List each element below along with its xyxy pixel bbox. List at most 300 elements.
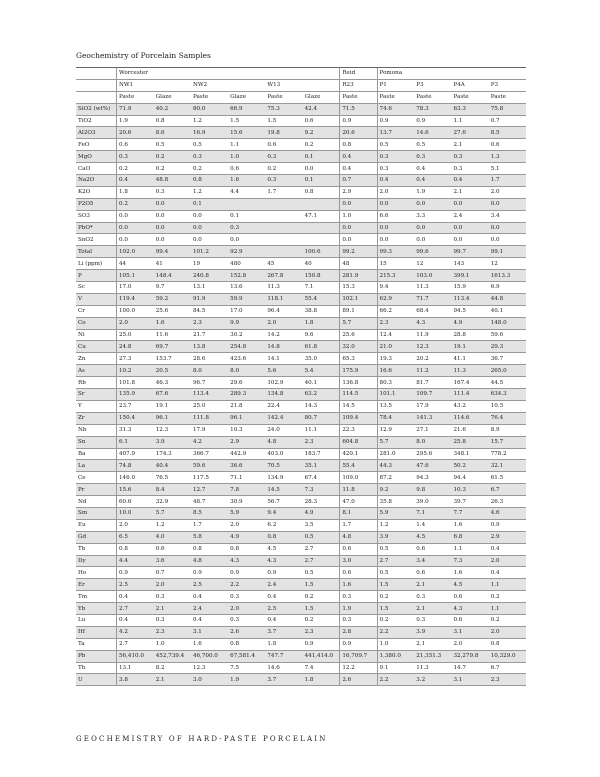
- value-cell: 7.1: [303, 282, 340, 294]
- value-cell: 7.5: [228, 662, 265, 674]
- value-cell: 10.3: [228, 424, 265, 436]
- value-cell: 5.8: [191, 531, 228, 543]
- value-cell: 67,581.4: [228, 650, 265, 662]
- value-cell: 0.1: [228, 210, 265, 222]
- element-label: Tb: [76, 543, 117, 555]
- element-label: Sn: [76, 436, 117, 448]
- table-row: [76, 460, 526, 472]
- value-cell: 3.8: [117, 674, 154, 686]
- sample-header: P3: [414, 79, 451, 91]
- value-cell: 2.0: [117, 317, 154, 329]
- value-cell: 0.8: [228, 638, 265, 650]
- value-cell: 7.3: [451, 555, 488, 567]
- value-cell: 21.0: [377, 341, 414, 353]
- value-cell: 2.9: [489, 531, 526, 543]
- value-cell: 4.9: [451, 317, 488, 329]
- value-cell: 4.4: [117, 555, 154, 567]
- value-cell: 25.6: [154, 305, 191, 317]
- value-cell: 13.6: [228, 282, 265, 294]
- value-cell: 0.3: [414, 614, 451, 626]
- value-cell: 80.3: [377, 377, 414, 389]
- element-label: Er: [76, 579, 117, 591]
- value-cell: 0.2: [377, 591, 414, 603]
- value-cell: 135.9: [117, 389, 154, 401]
- value-cell: 30.2: [228, 329, 265, 341]
- table-row: [76, 555, 526, 567]
- group-header-row: [76, 68, 526, 80]
- value-cell: 94.5: [451, 305, 488, 317]
- value-cell: 14.6: [414, 127, 451, 139]
- value-cell: 1.8: [265, 638, 302, 650]
- element-label: K2O: [76, 186, 117, 198]
- value-cell: 0.0: [117, 234, 154, 246]
- value-cell: 1.0: [340, 210, 377, 222]
- table-row: [76, 389, 526, 401]
- value-cell: 0.8: [228, 543, 265, 555]
- value-cell: 10.2: [117, 365, 154, 377]
- element-label: Na2O: [76, 175, 117, 187]
- value-cell: 148.4: [154, 270, 191, 282]
- sample-header-row: [76, 79, 526, 91]
- value-cell: 114.5: [340, 389, 377, 401]
- table-row: [76, 519, 526, 531]
- value-cell: 14.6: [265, 662, 302, 674]
- value-cell: 3.4: [414, 555, 451, 567]
- value-cell: 0.3: [154, 591, 191, 603]
- value-cell: 150.4: [117, 412, 154, 424]
- value-cell: 16.9: [191, 127, 228, 139]
- value-cell: 102.9: [265, 377, 302, 389]
- value-cell: 1.6: [451, 567, 488, 579]
- value-cell: 5.9: [377, 507, 414, 519]
- value-cell: 75.3: [265, 103, 302, 115]
- geochemistry-table: [76, 67, 526, 686]
- value-cell: 96.1: [154, 412, 191, 424]
- value-cell: 2.7: [303, 555, 340, 567]
- table-row: [76, 222, 526, 234]
- value-cell: 78.4: [377, 412, 414, 424]
- value-cell: 134.8: [265, 389, 302, 401]
- value-cell: 14.2: [265, 329, 302, 341]
- value-cell: 1.9: [414, 186, 451, 198]
- value-cell: 8.1: [340, 507, 377, 519]
- element-label: Cr: [76, 305, 117, 317]
- value-cell: 102.0: [117, 246, 154, 258]
- value-cell: 0.3: [414, 591, 451, 603]
- value-cell: 1.5: [377, 579, 414, 591]
- table-body: [76, 68, 526, 686]
- value-cell: 46,700.0: [191, 650, 228, 662]
- element-label: As: [76, 365, 117, 377]
- value-cell: 254.8: [228, 341, 265, 353]
- value-cell: 2.3: [489, 674, 526, 686]
- value-cell: 0.3: [117, 151, 154, 163]
- value-cell: 15.7: [489, 436, 526, 448]
- part-header: Paste: [414, 91, 451, 103]
- value-cell: 8.0: [414, 436, 451, 448]
- table-row: [76, 674, 526, 686]
- value-cell: 348.1: [451, 448, 488, 460]
- value-cell: 74.8: [117, 460, 154, 472]
- value-cell: 11.3: [451, 365, 488, 377]
- value-cell: 11.8: [340, 484, 377, 496]
- value-cell: 0.9: [228, 567, 265, 579]
- value-cell: 17.9: [414, 400, 451, 412]
- element-label: Th: [76, 662, 117, 674]
- value-cell: 14.5: [265, 484, 302, 496]
- value-cell: 0.7: [340, 175, 377, 187]
- value-cell: 1.7: [489, 175, 526, 187]
- value-cell: 12.4: [377, 329, 414, 341]
- element-label: Eu: [76, 519, 117, 531]
- value-cell: 15.9: [451, 282, 488, 294]
- value-cell: [265, 222, 302, 234]
- value-cell: 27.3: [117, 353, 154, 365]
- value-cell: 0.0: [117, 222, 154, 234]
- table-row: [76, 591, 526, 603]
- table-row: [76, 258, 526, 270]
- value-cell: 0.3: [228, 591, 265, 603]
- value-cell: 25.6: [340, 329, 377, 341]
- value-cell: 1.2: [154, 519, 191, 531]
- value-cell: 6.2: [265, 519, 302, 531]
- value-cell: 25.0: [191, 400, 228, 412]
- value-cell: 8.6: [154, 127, 191, 139]
- value-cell: 2.1: [154, 674, 191, 686]
- element-label: P: [76, 270, 117, 282]
- value-cell: 0.0: [377, 222, 414, 234]
- value-cell: 0.4: [117, 591, 154, 603]
- value-cell: 0.2: [303, 139, 340, 151]
- value-cell: 1.7: [340, 519, 377, 531]
- value-cell: 1.1: [489, 579, 526, 591]
- value-cell: 0.0: [154, 234, 191, 246]
- element-label: Ba: [76, 448, 117, 460]
- value-cell: 71.1: [228, 472, 265, 484]
- value-cell: 2.3: [191, 317, 228, 329]
- value-cell: 1.2: [377, 519, 414, 531]
- element-label: Y: [76, 400, 117, 412]
- sample-header: P1: [377, 79, 414, 91]
- value-cell: 3.1: [451, 674, 488, 686]
- table-row: [76, 472, 526, 484]
- value-cell: 12.7: [191, 484, 228, 496]
- element-label: Zr: [76, 412, 117, 424]
- value-cell: 1.6: [340, 579, 377, 591]
- table-row: [76, 234, 526, 246]
- value-cell: 40.4: [154, 460, 191, 472]
- value-cell: 24.8: [117, 341, 154, 353]
- value-cell: 0.0: [191, 234, 228, 246]
- value-cell: 0.3: [154, 186, 191, 198]
- value-cell: 69.7: [154, 341, 191, 353]
- value-cell: 67.6: [154, 389, 191, 401]
- element-label: Gd: [76, 531, 117, 543]
- value-cell: 0.6: [489, 139, 526, 151]
- value-cell: 0.2: [489, 614, 526, 626]
- value-cell: 16,709.7: [340, 650, 377, 662]
- value-cell: 0.4: [489, 567, 526, 579]
- value-cell: 68.4: [414, 305, 451, 317]
- table-row: [76, 424, 526, 436]
- value-cell: 62.9: [377, 293, 414, 305]
- value-cell: 1.6: [154, 317, 191, 329]
- value-cell: 0.5: [377, 139, 414, 151]
- value-cell: 26.3: [489, 496, 526, 508]
- value-cell: 2.3: [377, 317, 414, 329]
- value-cell: [265, 198, 302, 210]
- value-cell: 0.9: [117, 567, 154, 579]
- value-cell: 0.0: [154, 198, 191, 210]
- value-cell: 9.7: [154, 282, 191, 294]
- value-cell: 0.6: [228, 163, 265, 175]
- value-cell: 11.1: [303, 424, 340, 436]
- value-cell: 6.8: [451, 531, 488, 543]
- sample-header: P4A: [451, 79, 488, 91]
- value-cell: 152.8: [228, 270, 265, 282]
- value-cell: 265.0: [489, 365, 526, 377]
- value-cell: 0.1: [191, 198, 228, 210]
- value-cell: 0.9: [489, 519, 526, 531]
- value-cell: 67.4: [303, 472, 340, 484]
- value-cell: 10.3: [451, 484, 488, 496]
- value-cell: 0.4: [117, 614, 154, 626]
- value-cell: 1.0: [154, 638, 191, 650]
- value-cell: 0.4: [377, 175, 414, 187]
- value-cell: 35.0: [303, 353, 340, 365]
- sample-header: W13: [265, 79, 339, 91]
- value-cell: 11.3: [265, 282, 302, 294]
- value-cell: 99.1: [489, 246, 526, 258]
- value-cell: 0.9: [303, 638, 340, 650]
- value-cell: 59.6: [191, 460, 228, 472]
- value-cell: 442.9: [228, 448, 265, 460]
- value-cell: 14.1: [265, 353, 302, 365]
- value-cell: 47.6: [414, 460, 451, 472]
- value-cell: 2.3: [154, 626, 191, 638]
- value-cell: 41: [154, 258, 191, 270]
- value-cell: 2.9: [228, 436, 265, 448]
- value-cell: 1.8: [303, 674, 340, 686]
- value-cell: 8.2: [154, 662, 191, 674]
- value-cell: 215.3: [377, 270, 414, 282]
- value-cell: 1.0: [377, 638, 414, 650]
- value-cell: 3.9: [377, 531, 414, 543]
- value-cell: 0.1: [303, 175, 340, 187]
- value-cell: 634.3: [489, 389, 526, 401]
- table-row: [76, 579, 526, 591]
- value-cell: 80.7: [303, 412, 340, 424]
- value-cell: 14.5: [340, 400, 377, 412]
- value-cell: 4.3: [414, 317, 451, 329]
- value-cell: 5.1: [489, 163, 526, 175]
- value-cell: 63.3: [451, 103, 488, 115]
- value-cell: 42.4: [303, 103, 340, 115]
- value-cell: 778.2: [489, 448, 526, 460]
- value-cell: 0.0: [191, 210, 228, 222]
- value-cell: 11.6: [154, 329, 191, 341]
- value-cell: 4.2: [117, 626, 154, 638]
- value-cell: 56.7: [265, 496, 302, 508]
- value-cell: 9.2: [377, 484, 414, 496]
- value-cell: 0.9: [191, 567, 228, 579]
- value-cell: 59.9: [228, 293, 265, 305]
- value-cell: 0.0: [340, 234, 377, 246]
- value-cell: 47.1: [303, 210, 340, 222]
- value-cell: 2.2: [377, 626, 414, 638]
- table-row: [76, 317, 526, 329]
- value-cell: 9.4: [377, 282, 414, 294]
- value-cell: 1.4: [414, 519, 451, 531]
- element-label: Cu: [76, 341, 117, 353]
- value-cell: 0.2: [265, 163, 302, 175]
- value-cell: 141.3: [414, 412, 451, 424]
- value-cell: 2.1: [414, 579, 451, 591]
- value-cell: 74.6: [377, 103, 414, 115]
- value-cell: 0.4: [191, 591, 228, 603]
- value-cell: 41.1: [451, 353, 488, 365]
- value-cell: 1.5: [265, 115, 302, 127]
- value-cell: 0.4: [340, 151, 377, 163]
- value-cell: [303, 222, 340, 234]
- value-cell: 100.6: [303, 246, 340, 258]
- value-cell: 4.9: [303, 507, 340, 519]
- value-cell: 24.0: [265, 424, 302, 436]
- value-cell: 0.5: [377, 567, 414, 579]
- value-cell: 76.5: [154, 472, 191, 484]
- value-cell: 143: [451, 258, 488, 270]
- value-cell: 0.2: [154, 151, 191, 163]
- value-cell: 0.2: [117, 163, 154, 175]
- value-cell: 604.8: [340, 436, 377, 448]
- table-row: [76, 377, 526, 389]
- value-cell: 59.6: [489, 329, 526, 341]
- value-cell: 0.0: [414, 222, 451, 234]
- value-cell: 0.9: [340, 638, 377, 650]
- value-cell: 2.1: [451, 139, 488, 151]
- value-cell: 2.3: [303, 626, 340, 638]
- value-cell: 46.3: [154, 377, 191, 389]
- value-cell: 0.9: [414, 115, 451, 127]
- value-cell: 0.6: [414, 567, 451, 579]
- part-header: Paste: [265, 91, 302, 103]
- value-cell: 5.6: [265, 365, 302, 377]
- value-cell: 1.5: [377, 603, 414, 615]
- value-cell: 5.7: [377, 436, 414, 448]
- value-cell: 8.5: [191, 507, 228, 519]
- value-cell: [265, 246, 302, 258]
- value-cell: 4.5: [414, 531, 451, 543]
- value-cell: 111.4: [451, 389, 488, 401]
- value-cell: 2.0: [489, 555, 526, 567]
- value-cell: 289.3: [228, 389, 265, 401]
- value-cell: 134.9: [265, 472, 302, 484]
- value-cell: 4.4: [228, 186, 265, 198]
- value-cell: 45: [265, 258, 302, 270]
- value-cell: 0.0: [377, 234, 414, 246]
- table-row: [76, 638, 526, 650]
- table-row: [76, 282, 526, 294]
- table-row: [76, 400, 526, 412]
- value-cell: 114.6: [451, 412, 488, 424]
- value-cell: 3.9: [154, 436, 191, 448]
- value-cell: 1.5: [303, 579, 340, 591]
- table-row: [76, 163, 526, 175]
- value-cell: 0.3: [191, 151, 228, 163]
- part-header: Paste: [117, 91, 154, 103]
- value-cell: 19.8: [265, 127, 302, 139]
- value-cell: 75.8: [489, 103, 526, 115]
- value-cell: 1.2: [191, 186, 228, 198]
- value-cell: [303, 234, 340, 246]
- value-cell: 29.3: [489, 341, 526, 353]
- table-row: [76, 353, 526, 365]
- value-cell: 44.8: [489, 293, 526, 305]
- value-cell: 25.8: [451, 436, 488, 448]
- part-header: Glaze: [228, 91, 265, 103]
- value-cell: 109.4: [340, 412, 377, 424]
- value-cell: 1.7: [265, 186, 302, 198]
- value-cell: 0.0: [489, 222, 526, 234]
- table-row: [76, 543, 526, 555]
- value-cell: 17.9: [191, 424, 228, 436]
- value-cell: 63.2: [303, 389, 340, 401]
- value-cell: 84.5: [191, 305, 228, 317]
- value-cell: 19: [191, 258, 228, 270]
- value-cell: 38.8: [303, 305, 340, 317]
- value-cell: 40: [303, 258, 340, 270]
- value-cell: 9.4: [265, 507, 302, 519]
- value-cell: 1.9: [117, 115, 154, 127]
- value-cell: 39.7: [451, 496, 488, 508]
- value-cell: 17.0: [228, 305, 265, 317]
- value-cell: 70.5: [265, 460, 302, 472]
- value-cell: 3.0: [191, 674, 228, 686]
- value-cell: 2.0: [228, 519, 265, 531]
- value-cell: 12.3: [414, 341, 451, 353]
- value-cell: 27.6: [451, 127, 488, 139]
- value-cell: 13.1: [117, 662, 154, 674]
- value-cell: 105.1: [117, 270, 154, 282]
- value-cell: 3.2: [414, 674, 451, 686]
- value-cell: 441,414.0: [303, 650, 340, 662]
- value-cell: 1.1: [489, 603, 526, 615]
- part-header: Glaze: [154, 91, 191, 103]
- group-header: Worcester: [117, 68, 340, 80]
- element-label: Rb: [76, 377, 117, 389]
- value-cell: 61.5: [489, 472, 526, 484]
- value-cell: 0.8: [154, 115, 191, 127]
- table-row: [76, 186, 526, 198]
- element-label: La: [76, 460, 117, 472]
- value-cell: 2.4: [191, 603, 228, 615]
- value-cell: 101.2: [191, 246, 228, 258]
- table-row: [76, 626, 526, 638]
- value-cell: 39.0: [414, 496, 451, 508]
- element-label: Ce: [76, 472, 117, 484]
- element-label: Sr: [76, 389, 117, 401]
- value-cell: 96.1: [228, 412, 265, 424]
- table-row: [76, 329, 526, 341]
- value-cell: 1.1: [451, 543, 488, 555]
- value-cell: 4.6: [489, 507, 526, 519]
- value-cell: 1.6: [191, 638, 228, 650]
- value-cell: 2.0: [451, 638, 488, 650]
- value-cell: 1.5: [303, 603, 340, 615]
- value-cell: 100.0: [117, 305, 154, 317]
- value-cell: 15.3: [340, 282, 377, 294]
- element-label: CaO: [76, 163, 117, 175]
